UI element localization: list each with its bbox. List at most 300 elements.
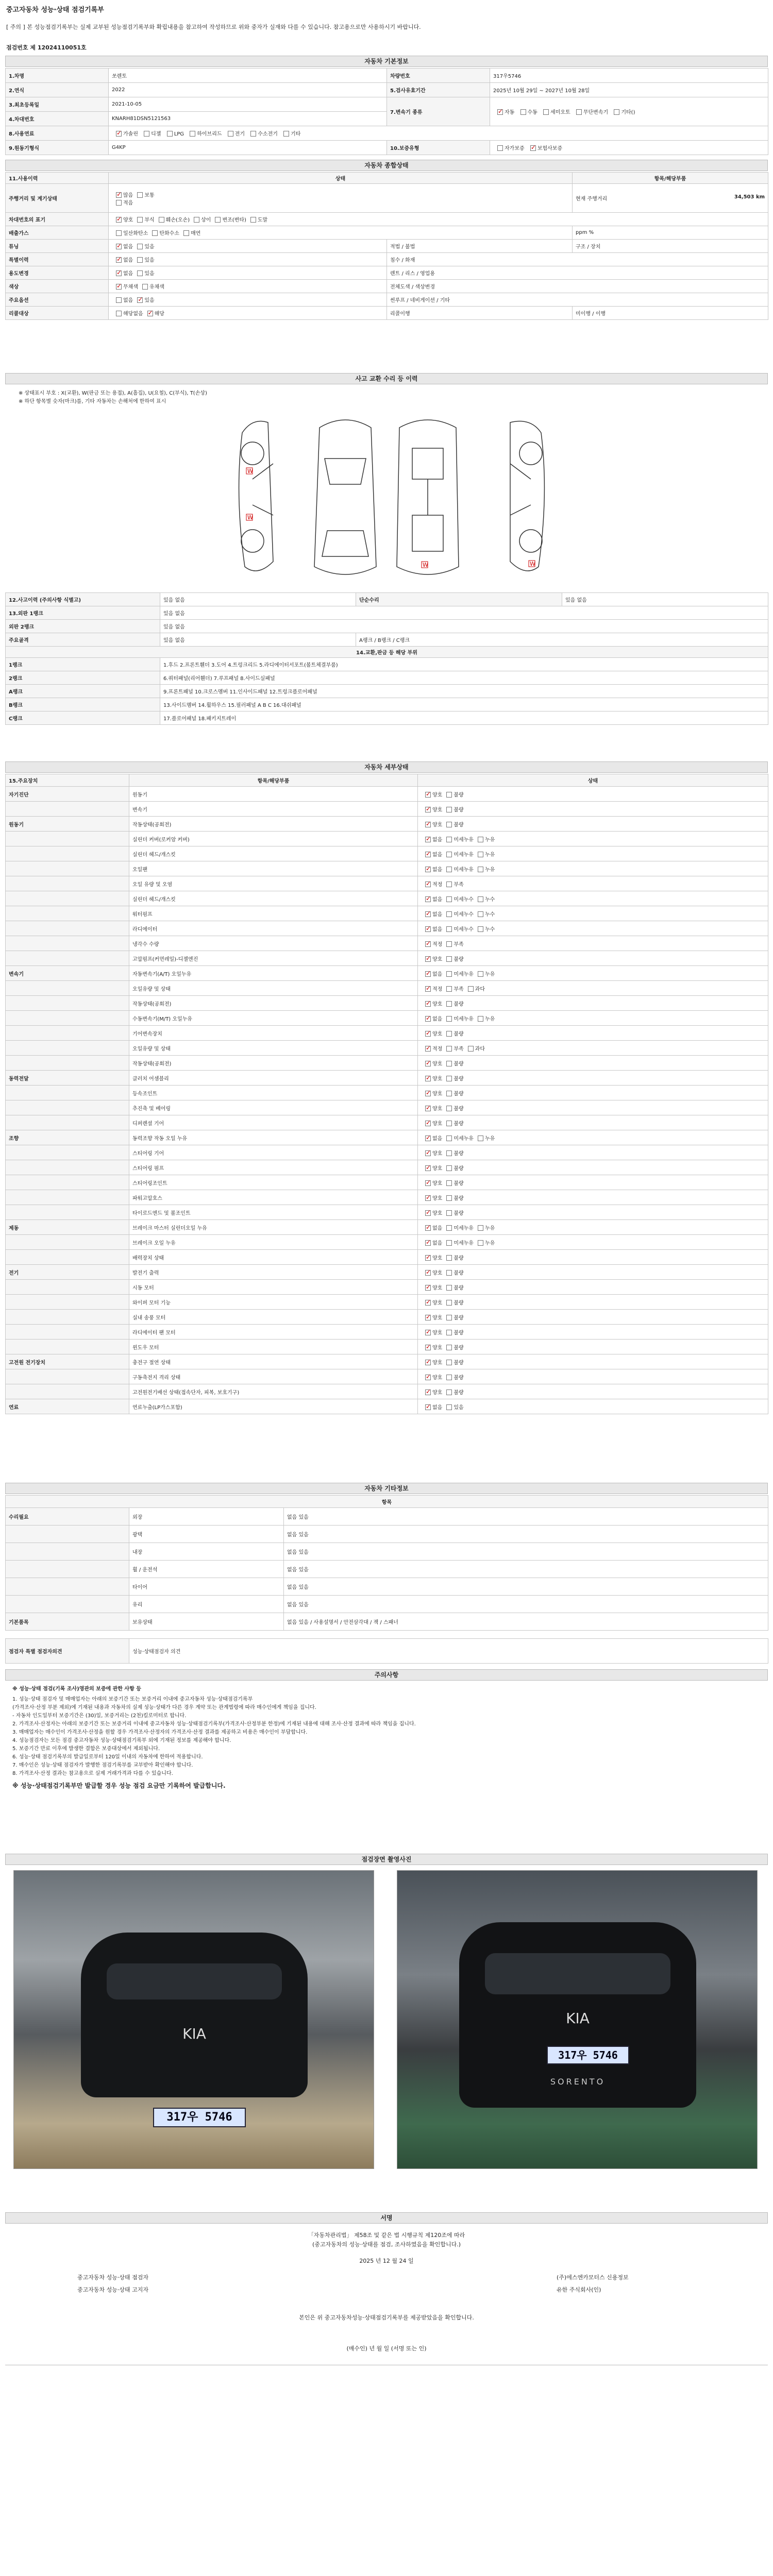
warranty-label: 10.보증유형 [387, 141, 490, 155]
detail-checkbox[interactable] [478, 1240, 483, 1246]
detail-option-label: 누유 [484, 1016, 495, 1022]
detail-checkbox[interactable] [425, 1076, 431, 1081]
detail-checkbox[interactable] [446, 1330, 452, 1335]
detail-row [6, 1160, 768, 1175]
detail-item: 라디에이터 팬 모터 [129, 1325, 418, 1340]
detail-checkbox[interactable] [446, 1046, 452, 1052]
price-item: 보유상태 [129, 1613, 284, 1631]
detail-option-label: 양호 [432, 1061, 443, 1067]
detail-checkbox[interactable] [425, 1180, 431, 1186]
cb-options-yes[interactable] [137, 297, 143, 303]
detail-item: 라디에이터 [129, 921, 418, 936]
detail-checkbox[interactable] [425, 1091, 431, 1096]
detail-checkbox[interactable] [425, 1255, 431, 1261]
detail-option-label: 양호 [432, 792, 443, 798]
detail-checkbox[interactable] [446, 1225, 452, 1231]
detail-checkbox[interactable] [446, 1091, 452, 1096]
cb-chromatic[interactable] [142, 284, 148, 290]
caution-line: 4. 성능점검자는 모든 점검 중고자동차 성능·상태점검기록부 외에 기재된 정보를 제공해야 합니다. [12, 1738, 231, 1743]
detail-option-label: 누수 [484, 926, 495, 933]
detail-status [418, 951, 768, 966]
detail-checkbox[interactable] [446, 986, 452, 992]
detail-row [6, 861, 768, 876]
section-car-info: 자동차 기본정보 [5, 56, 768, 67]
detail-item: 시동 모터 [129, 1280, 418, 1295]
cb-many[interactable] [116, 192, 122, 198]
detail-device: 전기 [6, 1265, 129, 1280]
detail-item: 오일 유량 및 오염 [129, 876, 418, 891]
document-title: 중고자동차 성능·상태 점검기록부 [6, 6, 104, 14]
inspector-name-2: 유한 주식회사(인) [557, 2286, 601, 2293]
detail-option-label: 누수 [484, 896, 495, 903]
detail-checkbox[interactable] [425, 1270, 431, 1276]
detail-checkbox[interactable] [446, 1061, 452, 1066]
detail-checkbox[interactable] [425, 1240, 431, 1246]
detail-checkbox[interactable] [478, 837, 483, 842]
detail-option-label: 과다 [475, 1046, 485, 1052]
detail-row [6, 1280, 768, 1295]
mark-left-1-text: W [247, 468, 253, 474]
detail-item: 자동변속기(A/T) 오일누유 [129, 966, 418, 981]
price-item: 휠 / 운전석 [129, 1561, 284, 1578]
detail-checkbox[interactable] [425, 896, 431, 902]
detail-checkbox[interactable] [425, 882, 431, 887]
detail-option-label: 불량 [453, 822, 464, 828]
price-row [6, 1596, 768, 1613]
mark-bottom-1-text: W [423, 562, 428, 568]
cb-special-none[interactable] [116, 257, 122, 263]
detail-row [6, 1220, 768, 1235]
detail-device: 조향 [6, 1130, 129, 1145]
detail-option-label: 양호 [432, 1389, 443, 1396]
detail-checkbox[interactable] [446, 971, 452, 977]
detail-option-label: 누유 [484, 1136, 495, 1142]
transmission-label: 7.변속기 종류 [387, 97, 490, 126]
detail-item: 브레이크 마스터 실린더오일 누유 [129, 1220, 418, 1235]
cb-normal[interactable] [137, 192, 143, 198]
detail-device [6, 1026, 129, 1041]
detail-option-label: 없음 [432, 867, 443, 873]
detail-checkbox[interactable] [446, 1165, 452, 1171]
detail-checkbox[interactable] [446, 1076, 452, 1081]
detail-checkbox[interactable] [446, 1121, 452, 1126]
detail-checkbox[interactable] [425, 1106, 431, 1111]
price-item: 유리 [129, 1596, 284, 1613]
detail-option-label: 불량 [453, 1345, 464, 1351]
front-plate: 317우 5746 [153, 2108, 246, 2127]
detail-checkbox[interactable] [425, 1150, 431, 1156]
detail-row [6, 1295, 768, 1310]
detail-status [418, 1220, 768, 1235]
rear-window [485, 1953, 670, 1994]
caution-line: 8. 가격조사·산정 결과는 참고용으로 실제 거래가격과 다를 수 있습니다. [12, 1771, 173, 1776]
detail-row [6, 1205, 768, 1220]
cb-vin-diff[interactable] [194, 217, 199, 223]
detail-checkbox[interactable] [446, 792, 452, 798]
detail-checkbox[interactable] [446, 1106, 452, 1111]
detail-device: 원동기 [6, 817, 129, 832]
cb-vin-paint[interactable] [250, 217, 256, 223]
detail-option-label: 없음 [432, 1240, 443, 1246]
caution-line: 5. 보증기간 만료 이후에 발생한 결함은 보증대상에서 제외됩니다. [12, 1746, 160, 1752]
detail-checkbox[interactable] [446, 822, 452, 827]
detail-item: 스티어링조인트 [129, 1175, 418, 1190]
detail-status [418, 1056, 768, 1071]
checkbox-manual[interactable] [520, 109, 526, 115]
detail-checkbox[interactable] [425, 1136, 431, 1141]
rank-c-parts: 17.플로어패널 18.패키지트레이 [160, 711, 768, 725]
detail-checkbox[interactable] [446, 852, 452, 857]
detail-item: 고압펌프(커먼레일)-디젤엔진 [129, 951, 418, 966]
cb-smoke[interactable] [183, 230, 189, 236]
detail-item: 스티어링 기어 [129, 1145, 418, 1160]
detail-checkbox[interactable] [446, 1016, 452, 1022]
checkbox-lpg[interactable] [167, 131, 173, 137]
detail-device [6, 936, 129, 951]
cb-special-yes[interactable] [137, 257, 143, 263]
detail-checkbox[interactable] [446, 1375, 452, 1380]
detail-row [6, 936, 768, 951]
validity-value: 2025년 10월 29일 ~ 2027년 10월 28일 [490, 83, 768, 97]
detail-status [418, 1384, 768, 1399]
detail-option-label: 양호 [432, 1195, 443, 1201]
checkbox-other[interactable] [614, 109, 619, 115]
detail-option-label: 적정 [432, 986, 443, 992]
caution-footer: ※ 성능·상태점검기록부만 발급할 경우 성능 점검 요금만 기록하여 발급합니다. [12, 1782, 226, 1789]
detail-status [418, 1340, 768, 1354]
detail-option-label: 미세누유 [453, 852, 474, 858]
checkbox-cvt[interactable] [576, 109, 582, 115]
detail-checkbox[interactable] [478, 971, 483, 977]
detail-checkbox[interactable] [446, 1300, 452, 1306]
price-category [6, 1526, 129, 1543]
detail-checkbox[interactable] [446, 1315, 452, 1320]
cb-co[interactable] [116, 230, 122, 236]
detail-option-label: 미세누유 [453, 867, 474, 873]
detail-checkbox[interactable] [478, 1136, 483, 1141]
detail-option-label: 미세누수 [453, 911, 474, 918]
caution-line: (가격조사·산정 부분 제외)에 기재된 내용과 자동차의 실제 성능·상태가 다른 경우 계약 또는 관계법령에 따라 매수인에게 책임을 집니다. [12, 1705, 316, 1710]
rank-1-parts: 1.후드 2.프론트휀더 3.도어 4.트렁크리드 5.라디에이터서포트(볼트체결부품) [160, 658, 768, 671]
detail-checkbox[interactable] [446, 1150, 452, 1156]
accident-table [5, 592, 768, 725]
detail-device: 제동 [6, 1220, 129, 1235]
checkbox-auto[interactable] [497, 109, 503, 115]
cb-usage-none[interactable] [116, 270, 122, 276]
rank-a-parts: 9.프론트패널 10.크로스멤버 11.인사이드패널 12.트렁크플로어패널 [160, 685, 768, 698]
detail-checkbox[interactable] [425, 1330, 431, 1335]
price-status: 없음 있음 [284, 1526, 768, 1543]
detail-checkbox[interactable] [425, 1300, 431, 1306]
plate-value: 317우5746 [490, 69, 768, 83]
detail-checkbox[interactable] [446, 1240, 452, 1246]
receipt-sign-line[interactable]: (매수인) 년 월 일 (서명 또는 인) [346, 2345, 427, 2352]
detail-checkbox[interactable] [446, 1210, 452, 1216]
detail-option-label: 불량 [453, 1360, 464, 1366]
cb-tuning-none[interactable] [116, 244, 122, 249]
detail-checkbox[interactable] [425, 926, 431, 932]
detail-device [6, 861, 129, 876]
detail-checkbox[interactable] [425, 971, 431, 977]
detail-item: 원동기 [129, 787, 418, 802]
detail-checkbox[interactable] [446, 882, 452, 887]
detail-option-label: 누유 [484, 852, 495, 858]
checkbox-diesel[interactable] [144, 131, 149, 137]
detail-checkbox[interactable] [425, 1225, 431, 1231]
cb-vin-rust[interactable] [137, 217, 143, 223]
detail-checkbox[interactable] [446, 1389, 452, 1395]
detail-checkbox[interactable] [425, 911, 431, 917]
detail-option-label: 누유 [484, 1225, 495, 1231]
price-row [6, 1578, 768, 1596]
detail-row [6, 1056, 768, 1071]
detail-checkbox[interactable] [425, 867, 431, 872]
vin-mark-label: 차대번호의 표기 [6, 213, 109, 226]
detail-device [6, 802, 129, 817]
recall-options: 해당없음✓ 해당 [109, 307, 387, 320]
detail-checkbox[interactable] [425, 1121, 431, 1126]
detail-device [6, 1100, 129, 1115]
detail-device [6, 1115, 129, 1130]
detail-option-label: 불량 [453, 956, 464, 962]
detail-checkbox[interactable] [446, 1345, 452, 1350]
detail-checkbox[interactable] [446, 867, 452, 872]
detail-device [6, 1250, 129, 1265]
detail-option-label: 부족 [453, 882, 464, 888]
detail-row [6, 1354, 768, 1369]
detail-row [6, 1399, 768, 1414]
rear-model-badge: SORENTO [550, 2077, 606, 2087]
simple-repair-label: 단순수리 [356, 593, 562, 606]
cb-vin-good[interactable] [116, 217, 122, 223]
detail-option-label: 양호 [432, 1285, 443, 1291]
section-caution: 주의사항 [5, 1669, 768, 1681]
detail-row [6, 1265, 768, 1280]
detail-row [6, 891, 768, 906]
detail-option-label: 양호 [432, 1360, 443, 1366]
detail-status [418, 1310, 768, 1325]
detail-row [6, 1250, 768, 1265]
fuel-label: 8.사용연료 [6, 126, 109, 141]
detail-status [418, 1295, 768, 1310]
accident-legend: ※ 상태표시 부호 : X(교환), W(판금 또는 용접), A(흠집), U(요철), C(부식), T(손상) [19, 391, 207, 396]
detail-device [6, 1056, 129, 1071]
cb-achromatic[interactable] [116, 284, 122, 290]
checkbox-hydrogen[interactable] [250, 131, 256, 137]
price-row [6, 1543, 768, 1561]
checkbox-self-warranty[interactable] [497, 145, 503, 151]
detail-checkbox[interactable] [468, 986, 474, 992]
detail-item: 작동상태(공회전) [129, 817, 418, 832]
cb-options-none[interactable] [116, 297, 122, 303]
detail-option-label: 누유 [484, 837, 495, 843]
detail-device [6, 1235, 129, 1250]
detail-checkbox[interactable] [446, 1001, 452, 1007]
detail-device: 연료 [6, 1399, 129, 1414]
detail-status [418, 846, 768, 861]
detail-checkbox[interactable] [446, 896, 452, 902]
detail-option-label: 없음 [432, 926, 443, 933]
detail-option-label: 없음 [432, 911, 443, 918]
price-status: 없음 있음 [284, 1596, 768, 1613]
detail-checkbox[interactable] [425, 792, 431, 798]
detail-status [418, 1354, 768, 1369]
price-category [6, 1578, 129, 1596]
detail-checkbox[interactable] [425, 822, 431, 827]
checkbox-gasoline[interactable] [116, 131, 122, 137]
detail-checkbox[interactable] [425, 1345, 431, 1350]
detail-row [6, 1175, 768, 1190]
detail-option-label: 양호 [432, 1210, 443, 1216]
detail-status [418, 966, 768, 981]
detail-status [418, 1160, 768, 1175]
detail-option-label: 양호 [432, 1300, 443, 1306]
options-type: 썬루프 / 네비게이션 / 기타 [387, 293, 768, 307]
detail-checkbox[interactable] [425, 1210, 431, 1216]
detail-checkbox[interactable] [446, 1031, 452, 1037]
detail-option-label: 불량 [453, 1076, 464, 1082]
detail-checkbox[interactable] [446, 1255, 452, 1261]
detail-option-label: 양호 [432, 822, 443, 828]
detail-device [6, 876, 129, 891]
cb-usage-yes[interactable] [137, 270, 143, 276]
inspector-name-1: (주)에스엔카모터스 신용정보 [557, 2274, 629, 2281]
detail-checkbox[interactable] [425, 1046, 431, 1052]
detail-device [6, 1190, 129, 1205]
detail-device [6, 1041, 129, 1056]
detail-option-label: 미세누유 [453, 1225, 474, 1231]
detail-checkbox[interactable] [425, 1165, 431, 1171]
detail-checkbox[interactable] [425, 1404, 431, 1410]
detail-checkbox[interactable] [425, 1016, 431, 1022]
tuning-type: 구조 / 장치 [573, 240, 768, 253]
detail-checkbox[interactable] [425, 1031, 431, 1037]
mark-right-1-text: W [530, 561, 535, 567]
detail-checkbox[interactable] [425, 1375, 431, 1380]
price-status: 없음 있음 [284, 1561, 768, 1578]
detail-checkbox[interactable] [425, 1360, 431, 1365]
detail-checkbox[interactable] [478, 1016, 483, 1022]
detail-device [6, 1145, 129, 1160]
general-table [5, 172, 768, 320]
detail-option-label: 적정 [432, 882, 443, 888]
detail-checkbox[interactable] [425, 1195, 431, 1201]
detail-row [6, 1384, 768, 1399]
detail-option-label: 불량 [453, 1165, 464, 1172]
cb-tuning-yes[interactable] [137, 244, 143, 249]
detail-checkbox[interactable] [478, 852, 483, 857]
detail-checkbox[interactable] [478, 867, 483, 872]
detail-checkbox[interactable] [425, 807, 431, 812]
detail-checkbox[interactable] [446, 956, 452, 962]
detail-option-label: 미세누수 [453, 896, 474, 903]
detail-item: 발전기 출력 [129, 1265, 418, 1280]
detail-checkbox[interactable] [478, 911, 483, 917]
accident-history-value: 있음 없음 [160, 593, 356, 606]
detail-checkbox[interactable] [478, 1225, 483, 1231]
detail-checkbox[interactable] [425, 1285, 431, 1291]
cb-recall-none[interactable] [116, 311, 122, 316]
detail-checkbox[interactable] [446, 941, 452, 947]
cb-recall-yes[interactable] [147, 311, 153, 316]
detail-checkbox[interactable] [425, 941, 431, 947]
detail-option-label: 부족 [453, 1046, 464, 1052]
checkbox-fuel-other[interactable] [283, 131, 289, 137]
detail-checkbox[interactable] [425, 837, 431, 842]
detail-checkbox[interactable] [468, 1046, 474, 1052]
detail-checkbox[interactable] [446, 1285, 452, 1291]
vin-mark-options: ✓ 양호 부식 훼손(오손) 상이 변조(변타) 도말 [109, 213, 768, 226]
detail-status [418, 1369, 768, 1384]
detail-checkbox[interactable] [425, 956, 431, 962]
checkbox-electric[interactable] [228, 131, 233, 137]
detail-checkbox[interactable] [446, 1270, 452, 1276]
detail-option-label: 불량 [453, 807, 464, 813]
detail-checkbox[interactable] [446, 1136, 452, 1141]
rank-b-label: B랭크 [6, 698, 160, 711]
detail-checkbox[interactable] [425, 986, 431, 992]
detail-option-label: 양호 [432, 1180, 443, 1187]
price-category [6, 1543, 129, 1561]
detail-row [6, 906, 768, 921]
frame-label: 주요골격 [6, 633, 160, 647]
detail-option-label: 부족 [453, 941, 464, 947]
mark-left-2-text: W [247, 514, 253, 521]
detail-option-label: 양호 [432, 1255, 443, 1261]
detail-checkbox[interactable] [446, 807, 452, 812]
detail-checkbox[interactable] [478, 896, 483, 902]
detail-checkbox[interactable] [446, 1360, 452, 1365]
detail-checkbox[interactable] [425, 1061, 431, 1066]
detail-item: 작동상태(공회전) [129, 996, 418, 1011]
tuning-options: ✓ 없음 있음 [109, 240, 387, 253]
detail-option-label: 불량 [453, 1061, 464, 1067]
detail-option-label: 불량 [453, 1255, 464, 1261]
detail-status [418, 1325, 768, 1340]
cb-few[interactable] [116, 200, 122, 206]
cb-vin-alter[interactable] [215, 217, 221, 223]
detail-checkbox[interactable] [425, 852, 431, 857]
section-signature: 서명 [5, 2212, 768, 2224]
general-header-status: 상태 [109, 173, 573, 184]
detail-status [418, 802, 768, 817]
mileage-value: 현재 주행거리 34,503 km [573, 184, 768, 213]
detail-checkbox[interactable] [446, 911, 452, 917]
vin-value: KNARH81DSN5121563 [109, 112, 387, 126]
checkbox-semi[interactable] [543, 109, 549, 115]
detail-option-label: 없음 [432, 1136, 443, 1142]
detail-checkbox[interactable] [446, 1195, 452, 1201]
detail-status [418, 787, 768, 802]
cb-vin-damage[interactable] [159, 217, 164, 223]
checkbox-hybrid[interactable] [190, 131, 195, 137]
detail-option-label: 누유 [484, 971, 495, 977]
detail-checkbox[interactable] [478, 926, 483, 932]
detail-checkbox[interactable] [446, 1180, 452, 1186]
detail-checkbox[interactable] [425, 1001, 431, 1007]
detail-checkbox[interactable] [446, 1404, 452, 1410]
detail-checkbox[interactable] [446, 926, 452, 932]
detail-checkbox[interactable] [425, 1315, 431, 1320]
detail-checkbox[interactable] [425, 1389, 431, 1395]
checkbox-insurance-warranty[interactable] [530, 145, 536, 151]
cb-hc[interactable] [152, 230, 158, 236]
detail-device [6, 1325, 129, 1340]
detail-checkbox[interactable] [446, 837, 452, 842]
detail-item: 스티어링 펌프 [129, 1160, 418, 1175]
rank-2-label: 2랭크 [6, 671, 160, 685]
detail-status [418, 1190, 768, 1205]
